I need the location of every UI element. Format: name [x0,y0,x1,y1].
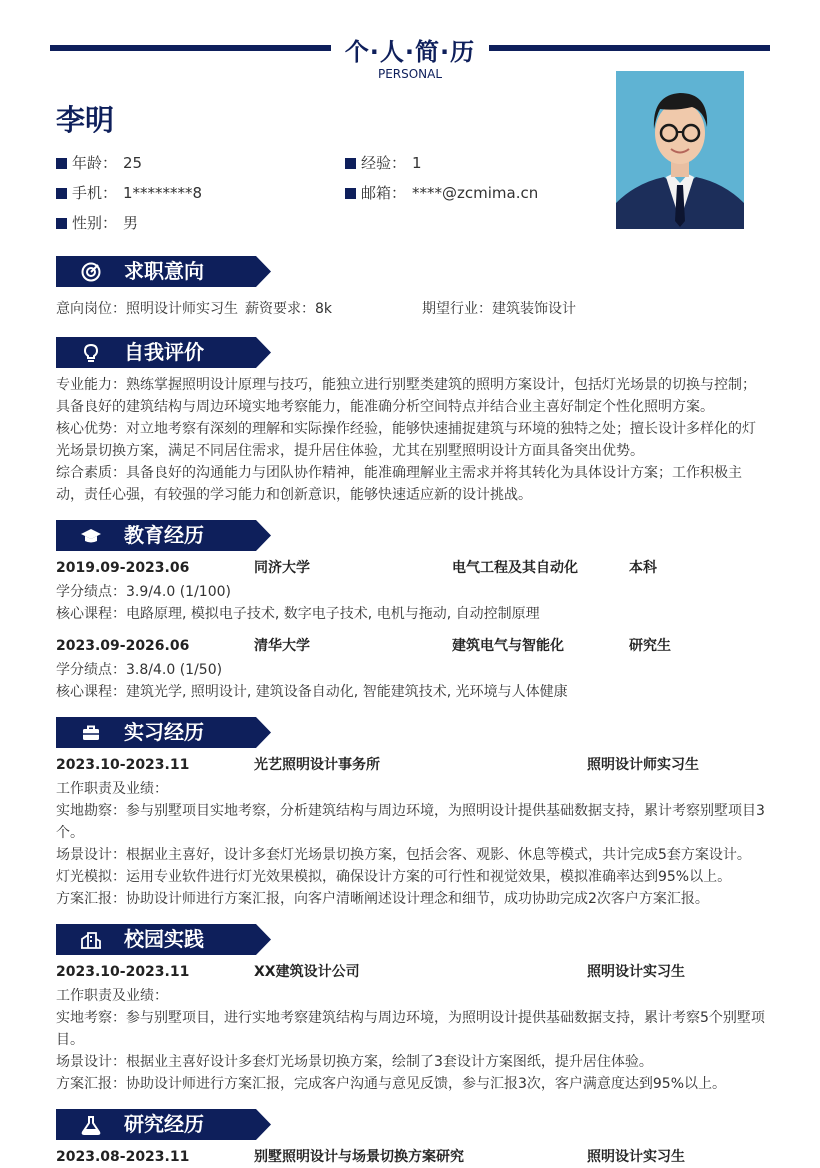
campus-duty: 方案汇报：协助设计师进行方案汇报，完成客户沟通与意见反馈，参与汇报3次，客户满意度达到95%以上。 [56,1076,727,1092]
edu-period: 2019.09-2023.06 [56,560,190,576]
intent-salary: 薪资要求：8k [245,301,333,317]
edu-major: 建筑电气与智能化 [452,638,564,654]
bullet-square-icon [56,188,67,199]
bullet-square-icon [56,158,67,169]
target-icon [80,261,102,283]
section-header-campus [56,924,271,955]
campus-duty: 场景设计：根据业主喜好设计多套灯光场景切换方案，绘制了3套设计方案图纸，提升居住体验。 [56,1054,653,1070]
edu-school: 同济大学 [254,560,310,576]
section-title: 校园实践 [124,927,204,951]
campus-duty: 实地考察：参与别墅项目，进行实地考察建筑结构与周边环境，为照明设计提供基础数据支持，累计考察5个别墅项目。 [56,1010,765,1048]
bullet-square-icon [56,218,67,229]
profile-photo [616,71,744,229]
resume-title: 个·人·简·历 [344,38,476,66]
campus-company: XX建筑设计公司 [254,964,360,980]
campus-duties-label: 工作职责及业绩： [56,988,168,1004]
info-age: 年龄： 25 [56,153,142,173]
intern-role: 照明设计师实习生 [587,757,699,773]
info-email: 邮箱： ****@zcmima.cn [345,183,538,203]
intern-duty: 灯光模拟：运用专业软件进行灯光效果模拟，确保设计方案的可行性和视觉效果，模拟准确率达到95%以上。 [56,869,732,885]
building-icon [80,929,102,951]
section-title: 研究经历 [124,1112,204,1136]
edu-degree: 研究生 [629,638,671,654]
self-eval-skill: 专业能力：熟练掌握照明设计原理与技巧，能独立进行别墅类建筑的照明方案设计，包括灯光场景的切换与控制；具备良好的建筑结构与周边环境实地考察能力，能准确分析空间特点并结合业主喜好制定个性化照明方案。 [56,377,756,415]
info-experience: 经验： 1 [345,153,422,173]
lightbulb-icon [80,342,102,364]
header-rule-left [50,45,331,51]
info-gender: 性别： 男 [56,213,138,233]
section-title: 求职意向 [124,259,204,283]
intern-duty: 实地勘察：参与别墅项目实地考察，分析建筑结构与周边环境，为照明设计提供基础数据支持，累计考察别墅项目3个。 [56,803,765,841]
flask-icon [80,1114,102,1136]
self-eval-strength: 核心优势：对立地考察有深刻的理解和实际操作经验，能够快速捕捉建筑与环境的独特之处；擅长设计多样化的灯光场景切换方案，满足不同居住需求，提升居住体验，尤其在别墅照明设计方面具备突出优势。 [56,421,756,459]
intern-company: 光艺照明设计事务所 [254,757,380,773]
resume-subtitle: PERSONAL [377,67,443,81]
intern-duties-label: 工作职责及业绩： [56,781,168,797]
edu-courses: 核心课程：电路原理, 模拟电子技术, 数字电子技术, 电机与拖动, 自动控制原理 [56,606,540,622]
section-header-intent [56,256,271,287]
section-header-research [56,1109,271,1140]
edu-gpa: 学分绩点：3.8/4.0 (1/50) [56,662,223,678]
edu-period: 2023.09-2026.06 [56,638,190,654]
intern-duty: 方案汇报：协助设计师进行方案汇报，向客户清晰阐述设计理念和细节，成功协助完成2次客户方案汇报。 [56,891,709,907]
research-role: 照明设计实习生 [587,1149,685,1165]
header-rule-right [489,45,770,51]
intent-position: 意向岗位：照明设计师实习生 [56,301,238,317]
section-title: 自我评价 [124,340,204,364]
candidate-name: 李明 [56,103,115,137]
section-header-education [56,520,271,551]
edu-school: 清华大学 [254,638,310,654]
avatar-portrait [616,71,744,229]
intern-duty: 场景设计：根据业主喜好，设计多套灯光场景切换方案，包括会客、观影、休息等模式，共计完成5套方案设计。 [56,847,751,863]
campus-role: 照明设计实习生 [587,964,685,980]
section-header-self [56,337,271,368]
section-title: 教育经历 [124,523,204,547]
edu-major: 电气工程及其自动化 [452,560,578,576]
section-title: 实习经历 [124,720,204,744]
edu-degree: 本科 [629,560,657,576]
intern-period: 2023.10-2023.11 [56,757,190,773]
edu-courses: 核心课程：建筑光学, 照明设计, 建筑设备自动化, 智能建筑技术, 光环境与人体健康 [56,684,568,700]
intent-industry: 期望行业：建筑装饰设计 [422,301,576,317]
campus-period: 2023.10-2023.11 [56,964,190,980]
edu-gpa: 学分绩点：3.9/4.0 (1/100) [56,584,231,600]
info-phone: 手机： 1********8 [56,183,202,203]
self-eval-quality: 综合素质：具备良好的沟通能力与团队协作精神，能准确理解业主需求并将其转化为具体设计方案；工作积极主动，责任心强，有较强的学习能力和创新意识，能够快速适应新的设计挑战。 [56,465,742,503]
graduation-cap-icon [80,525,102,547]
briefcase-icon [80,722,102,744]
research-project: 别墅照明设计与场景切换方案研究 [254,1149,464,1165]
research-period: 2023.08-2023.11 [56,1149,190,1165]
bullet-square-icon [345,188,356,199]
bullet-square-icon [345,158,356,169]
section-header-internship [56,717,271,748]
